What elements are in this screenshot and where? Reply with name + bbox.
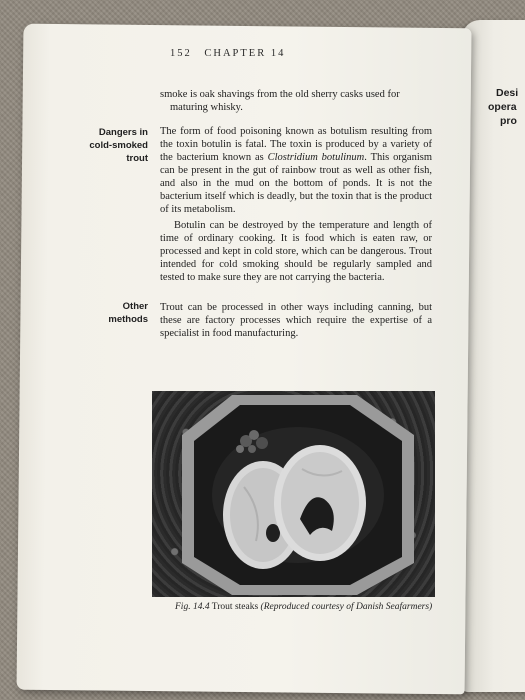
side-heading-line: trout <box>126 153 148 164</box>
paragraph-other-methods: Trout can be processed in other ways including canning, but these are factory processes which require the expertise of a specialist in food manufacturing. <box>160 302 432 339</box>
photo-illustration <box>152 391 435 597</box>
text-line: maturing whisky. <box>170 102 243 113</box>
facing-line: Desi <box>496 87 519 99</box>
side-heading-line: cold-smoked <box>89 140 148 151</box>
figure-title: Trout steaks <box>211 602 259 612</box>
figure-caption <box>175 602 432 612</box>
side-heading-other-methods <box>56 300 148 326</box>
text-run: . This organism can be present in the gut of rainbow trout as well as other fish, and also in the mud on the bottom of ponds. It is not the bacterium itself which is deadly, but the toxin that is the product of its metabolism. <box>160 152 432 215</box>
figure-credit: (Reproduced courtesy of Danish Seafarmers) <box>260 602 433 612</box>
side-heading-line: Other <box>122 301 148 312</box>
side-heading-line: Dangers in <box>98 127 148 138</box>
facing-page <box>462 20 525 692</box>
paragraph-botulism <box>160 125 432 216</box>
trout-steaks-photo <box>152 391 435 597</box>
figure-number: Fig. 14.4 <box>175 602 210 612</box>
paragraph-botulin: Botulin can be destroyed by the temperature and length of time of ordinary cooking. It is food which is eaten raw, or processed and kept in cold store, which can be dangerous. Trout intended for cold smoking should be regularly sampled and tested to make sure they are not carrying the bacteria. <box>160 220 432 283</box>
facing-line: opera <box>488 101 517 113</box>
side-heading-dangers <box>56 126 148 165</box>
species-name: Clostridium botulinum <box>267 152 365 163</box>
trout-steak-right <box>274 445 366 561</box>
facing-page-text <box>488 86 519 128</box>
chapter-title: CHAPTER 14 <box>204 48 286 59</box>
facing-line: pro <box>500 115 517 127</box>
side-heading-line: methods <box>108 314 148 325</box>
text-line: smoke is oak shavings from the old sherry casks used for <box>160 89 400 100</box>
running-header <box>170 48 285 59</box>
paragraph-continuation <box>160 88 432 114</box>
page-number: 152 <box>170 48 192 59</box>
text-run: The form of food poisoning known as botulism resulting from the toxin botulin is fatal. The toxin is produced by a variety of the bacterium known as <box>160 126 432 163</box>
